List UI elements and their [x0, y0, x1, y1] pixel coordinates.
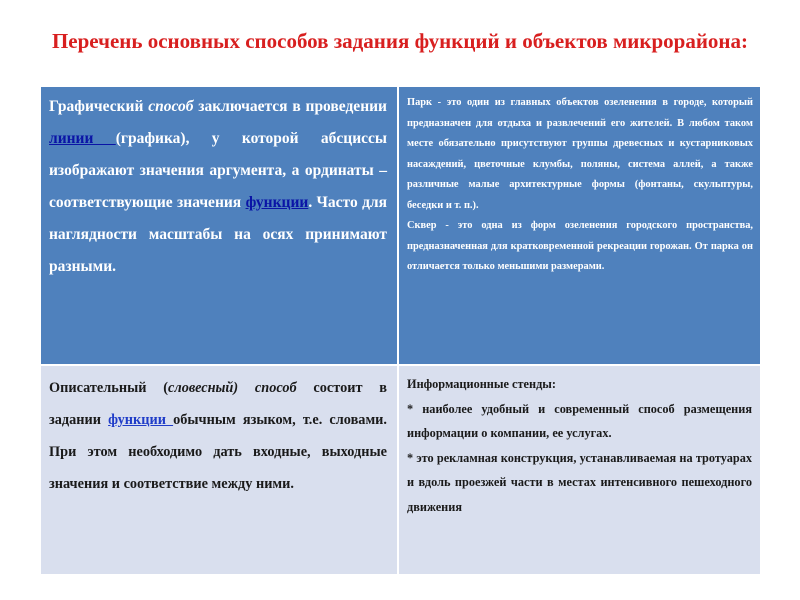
park-cell: [399, 87, 760, 366]
stands-heading: Информационные стенды:: [407, 377, 556, 391]
comparison-table: [41, 87, 760, 574]
park-paragraph: Парк - это один из главных объектов озеленения в городе, который предназначен для отдыха и развлечений его жителей. В любом таком месте обязательно присутствуют группы древесных и кустарниковых насаждений, цветочные клумбы, поляны, система аллей, а также различные малые архитектурные формы (фонтаны, скульптуры, беседки и т. п.).: [407, 97, 753, 211]
verbal-method-word: словесный) способ: [168, 380, 297, 396]
page-title: Перечень основных способов задания функций и объектов микрорайона:: [51, 29, 749, 53]
line-link[interactable]: линии: [49, 130, 116, 147]
method-word: способ: [148, 98, 194, 115]
stands-item-2: * это рекламная конструкция, устанавливаемая на тротуарах и вдоль проезжей части в местах интенсивного пешеходного движения: [407, 450, 752, 514]
function-link[interactable]: функции: [245, 194, 309, 211]
graphic-text-2: (графика), у которой абсциссы изображают значения аргумента, а ординаты – соответствующие значения: [49, 130, 388, 211]
graphic-text-3: . Часто для наглядности масштабы на осях принимают разными.: [49, 194, 388, 275]
function-link-2[interactable]: функции: [108, 412, 174, 428]
descriptive-method-cell: [41, 366, 399, 574]
square-paragraph: Сквер - это одна из форм озеленения городского пространства, предназначенная для кратковременной рекреации горожан. От парка он отличается только меньшими размерами.: [407, 220, 753, 272]
info-stands-cell: [399, 366, 760, 574]
graphic-word: Графический: [49, 98, 149, 115]
descriptive-text-1: состоит в задании: [49, 380, 387, 428]
stands-item-1: * наиболее удобный и современный способ размещения информации о компании, ее услугах.: [407, 401, 752, 440]
descriptive-text-0: Описательный (: [49, 380, 169, 396]
graphic-text-1: заключается в проведении: [193, 98, 387, 115]
graphic-method-cell: [41, 87, 399, 366]
descriptive-text-2: обычным языком, т.е. словами. При этом необходимо дать входные, выходные значения и соответствие между ними.: [49, 412, 387, 492]
